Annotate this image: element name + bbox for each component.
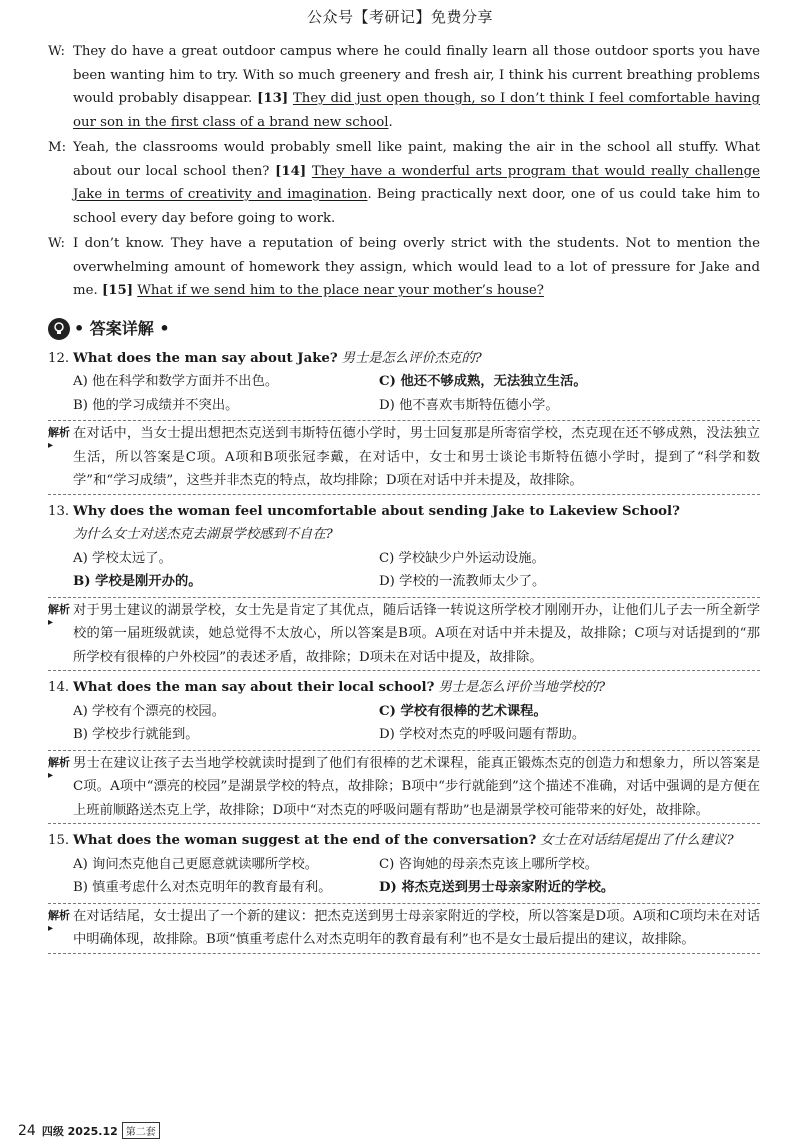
page-number: 24: [18, 1122, 36, 1139]
speaker-label: W:: [48, 236, 65, 251]
utterance-text-end: . Being practically next door, one of us could take him to school every day before going to work.: [73, 187, 760, 226]
explanation-tag-text: 解析: [48, 908, 70, 922]
option-item: D) 他不喜欢韦斯特伍德小学。: [379, 397, 559, 413]
underlined-answer: What if we send him to the place near your mother’s house?: [137, 283, 544, 298]
question-block: [48, 829, 760, 954]
question-stem: [48, 829, 760, 853]
question-tag: [13]: [257, 91, 289, 106]
section-title: [48, 315, 760, 343]
option-item: A) 询问杰克他自己更愿意就读哪所学校。: [73, 856, 319, 872]
option-item: C) 咨询她的母亲杰克该上哪所学校。: [379, 856, 599, 872]
question-english: What does the man say about Jake?: [73, 350, 338, 366]
explanation-text: 在对话中，当女士提出想把杰克送到韦斯特伍德小学时，男士回复那是所寄宿学校，杰克现在还不够成熟，没法独立生活，所以答案是C项。A项和B项张冠李戴，在对话中，女士和男士谈论韦斯特伍德小学时，提到了“科学和数学”和“学习成绩”，这些并非杰克的特点，故均排除；D项在对话中并未提及，故排除。: [73, 426, 760, 488]
question-text: [73, 676, 605, 700]
question-stem: [48, 347, 760, 371]
dialogue-turn: [48, 232, 760, 303]
arrow-right-icon: ▸: [48, 769, 54, 781]
question-block: [48, 676, 760, 824]
explanation-box: [48, 750, 760, 825]
question-stem: [48, 676, 760, 700]
arrow-right-icon: ▸: [48, 616, 54, 628]
speaker-label: W:: [48, 44, 65, 59]
option-item: D) 学校的一流教师太少了。: [379, 574, 546, 589]
explanation-tag: [48, 752, 73, 823]
explanation-text: 在对话结尾，女士提出了一个新的建议：把杰克送到男士母亲家附近的学校，所以答案是D项。A项和C项均未在对话中明确体现，故排除。B项“慎重考虑什么对杰克明年的教育最有利”也不是女士最后提出的建议，故排除。: [73, 908, 760, 947]
option-item: C) 学校有很棒的艺术课程。: [379, 703, 547, 719]
question-number: 15.: [48, 833, 70, 848]
option-item: A) 学校有个漂亮的校园。: [73, 703, 225, 719]
option-item: D) 学校对杰克的呼吸问题有帮助。: [379, 727, 586, 742]
question-text: [73, 829, 734, 853]
option-item: C) 他还不够成熟，无法独立生活。: [379, 374, 587, 389]
question-tag: [14]: [275, 163, 307, 179]
explanation-tag: [48, 905, 73, 952]
option-item: A) 他在科学和数学方面并不出色。: [73, 374, 279, 389]
options-grid: [48, 853, 760, 900]
utterance-text: They do have a great outdoor campus where he could finally learn all those outdoor sports you have been wanting him to try. With so much greenery and fresh air, I think his current breathing problems would probably disappear.: [73, 44, 760, 106]
question-text: [73, 347, 482, 371]
dialogue: [48, 40, 760, 303]
options-grid: [48, 370, 760, 417]
question-text: [73, 500, 680, 524]
question-chinese: 男士是怎么评价当地学校的?: [438, 680, 606, 695]
explanation-text: 对于男士建议的湖景学校，女士先是肯定了其优点，随后话锋一转说这所学校才刚刚开办，让他们儿子去一所全新学校的第一届班级就读，她总觉得不太放心，所以答案是B项。A项在对话中并未提及，故排除；C项与对话提到的“那所学校有很棒的户外校园”的表述矛盾，故排除；D项未在对话中提及，故排除。: [73, 602, 760, 665]
option-item: B) 他的学习成绩并不突出。: [73, 397, 239, 413]
question-list: [48, 347, 760, 954]
explanation-box: [48, 420, 760, 495]
question-block: [48, 500, 760, 672]
utterance-text-end: .: [388, 114, 393, 130]
lightbulb-icon: [48, 318, 70, 340]
arrow-right-icon: ▸: [48, 440, 54, 451]
question-chinese: 男士是怎么评价杰克的?: [341, 350, 482, 366]
dialogue-turn: [48, 136, 760, 230]
explanation-tag-text: 解析: [48, 426, 70, 439]
utterance: [73, 40, 760, 134]
volume-label: 第二套: [122, 1122, 160, 1139]
section-title-text: • 答案详解 •: [74, 318, 170, 338]
page-header: 公众号【考研记】免费分享: [306, 8, 493, 26]
question-english: Why does the woman feel uncomfortable about sending Jake to Lakeview School?: [73, 503, 680, 519]
option-item: A) 学校太远了。: [73, 550, 172, 566]
question-stem: [48, 500, 760, 524]
question-number: 12.: [48, 350, 70, 366]
underlined-answer: They did just open though, so I don’t think I feel comfortable having our son in the first class of a brand new school: [73, 91, 760, 130]
explanation-box: [48, 903, 760, 954]
utterance: [73, 232, 760, 303]
options-grid: [48, 700, 760, 747]
explanation-text: 男士在建议让孩子去当地学校就读时提到了他们有很棒的艺术课程，能真正锻炼杰克的创造力和想象力，所以答案是C项。A项中“漂亮的校园”是湖景学校的特点，故排除；B项中“步行就能到”这个描述不准确，对话中强调的是方便在上班前顺路送杰克上学，故排除；D项中“对杰克的呼吸问题有帮助”也是湖景学校可能带来的好处，故排除。: [73, 755, 760, 818]
utterance: [73, 136, 760, 230]
option-item: D) 将杰克送到男士母亲家附近的学校。: [379, 880, 615, 895]
option-item: B) 慎重考虑什么对杰克明年的教育最有利。: [73, 880, 332, 895]
speaker-label: M:: [48, 140, 67, 155]
option-item: C) 学校缺少户外运动设施。: [379, 550, 545, 566]
explanation-tag-text: 解析: [48, 602, 70, 616]
arrow-right-icon: ▸: [48, 922, 54, 934]
underlined-answer: They have a wonderful arts program that would really challenge Jake in terms of creativity and imagination: [73, 163, 760, 202]
content-area: [48, 40, 760, 959]
dialogue-turn: [48, 40, 760, 134]
question-english: What does the woman suggest at the end of the conversation?: [73, 833, 537, 848]
issue-label: 四级 2025.12: [41, 1124, 118, 1138]
question-english: What does the man say about their local school?: [73, 680, 435, 695]
explanation-tag-text: 解析: [48, 755, 70, 769]
explanation-tag: [48, 599, 73, 670]
utterance-text: Yeah, the classrooms would probably smell like paint, making the air in the school all stuffy. What about our local school then?: [73, 140, 760, 179]
question-number: 13.: [48, 503, 70, 519]
utterance-text: I don’t know. They have a reputation of being overly strict with the students. Not to mention the overwhelming amount of homework they assign, which would lead to a lot of pressure for Jake and me.: [73, 236, 760, 298]
option-item: B) 学校步行就能到。: [73, 727, 199, 742]
question-tag: [15]: [101, 283, 134, 298]
explanation-box: [48, 597, 760, 672]
question-chinese: 为什么女士对送杰克去湖景学校感到不自在?: [73, 527, 333, 542]
question-number: 14.: [48, 680, 70, 695]
options-grid: [48, 547, 760, 594]
lightbulb-glyph: [53, 322, 65, 336]
question-block: [48, 347, 760, 495]
question-chinese: 女士在对话结尾提出了什么建议?: [540, 833, 734, 848]
explanation-tag: [48, 422, 73, 493]
page-footer: [18, 1122, 160, 1139]
option-item: B) 学校是刚开办的。: [73, 574, 202, 589]
